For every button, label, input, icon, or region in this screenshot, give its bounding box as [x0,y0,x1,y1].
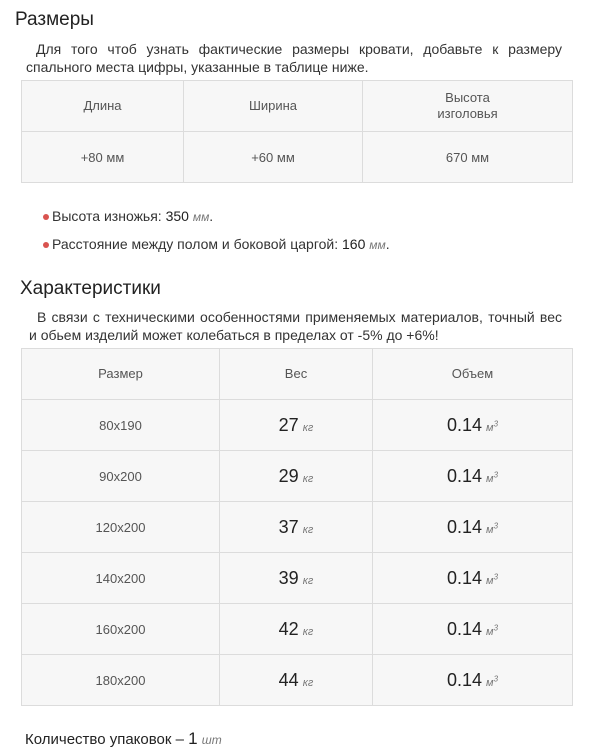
weight-unit: кг [302,574,314,587]
fact-label: Высота изножья: [52,208,162,224]
fact-value: 350 [165,208,189,224]
packages-label: Количество упаковок – [25,731,184,748]
header-width: Ширина [184,81,363,132]
fact-end: . [209,208,214,224]
packages-unit: шт [201,733,222,747]
sizes-value-row [22,132,573,183]
size-value: 180x200 [95,672,146,688]
header-size: Размер [22,349,220,400]
volume-unit [486,520,499,536]
cell-volume [373,604,573,655]
sizes-heading: Размеры [15,9,94,30]
table-row [22,451,573,502]
fact-label: Расстояние между полом и боковой царгой: [52,236,339,252]
cell-volume [373,502,573,553]
weight-unit: кг [302,676,314,689]
fact-value: 160 [342,236,366,252]
sizes-table [21,80,573,183]
specs-table [21,348,573,706]
volume-unit [486,622,499,638]
size-value: 140x200 [95,570,146,586]
header-volume: Объем [373,349,573,400]
sizes-header-row [22,81,573,132]
value-width: +60 мм [184,132,363,183]
cell-size [22,502,220,553]
volume-unit-base: м [486,574,494,587]
header-length: Длина [22,81,184,132]
fact-unit: мм [192,210,210,224]
specs-header-row [22,349,573,400]
cell-volume [373,553,573,604]
volume-unit [486,469,499,485]
volume-value: 0.14 [446,414,483,435]
header-weight: Вес [220,349,373,400]
cell-weight [220,451,373,502]
volume-unit-exp: 3 [493,673,499,683]
weight-value: 42 [278,618,299,639]
cell-size [22,400,220,451]
volume-unit-base: м [486,676,494,689]
cell-volume [373,451,573,502]
weight-unit: кг [302,625,314,638]
weight-value: 29 [278,465,299,486]
table-row [22,400,573,451]
volume-value: 0.14 [446,618,483,639]
volume-unit-exp: 3 [493,571,499,581]
volume-unit-exp: 3 [493,622,499,632]
cell-volume [373,655,573,706]
weight-unit: кг [302,421,314,434]
size-value: 160x200 [95,621,146,637]
volume-unit-exp: 3 [493,418,499,428]
size-value: 120x200 [95,519,146,535]
weight-value: 39 [278,567,299,588]
volume-unit [486,571,499,587]
cell-weight [220,502,373,553]
value-headboard-height: 670 мм [363,132,573,183]
volume-unit-base: м [486,472,494,485]
sizes-intro: Для того чтоб узнать фактические размеры кровати, добавьте к размеру спального места цифры, указанные в таблице ниже. [26,41,562,75]
packages-value: 1 [188,729,198,748]
cell-weight [220,604,373,655]
weight-value: 37 [278,516,299,537]
volume-unit [486,673,499,689]
facts-list [20,202,580,258]
cell-weight [220,655,373,706]
table-row [22,604,573,655]
volume-unit [486,418,499,434]
value-length: +80 мм [22,132,184,183]
fact-end: . [385,236,390,252]
volume-value: 0.14 [446,567,483,588]
fact-footboard-height [20,202,580,230]
weight-unit: кг [302,523,314,536]
cell-weight [220,553,373,604]
fact-floor-clearance [20,230,580,258]
weight-unit: кг [302,472,314,485]
volume-unit-base: м [486,523,494,536]
volume-unit-exp: 3 [493,469,499,479]
cell-size [22,553,220,604]
table-row [22,502,573,553]
header-headboard-height: Высота изголовья [363,81,573,132]
volume-unit-base: м [486,625,494,638]
volume-value: 0.14 [446,516,483,537]
volume-unit-base: м [486,421,494,434]
packages-count [25,729,222,749]
table-row [22,553,573,604]
size-value: 80x190 [99,417,142,433]
cell-size [22,451,220,502]
cell-size [22,655,220,706]
fact-unit: мм [369,238,386,252]
table-row [22,655,573,706]
weight-value: 44 [278,669,299,690]
specs-intro: В связи с техническими особенностями применяемых материалов, точный вес и обьем изделий может колебаться в пределах от -5% до +6%! [29,309,562,343]
volume-unit-exp: 3 [493,520,499,530]
weight-value: 27 [278,414,299,435]
volume-value: 0.14 [446,465,483,486]
specs-heading: Характеристики [20,278,161,299]
volume-value: 0.14 [446,669,483,690]
cell-weight [220,400,373,451]
size-value: 90x200 [99,468,142,484]
cell-size [22,604,220,655]
cell-volume [373,400,573,451]
